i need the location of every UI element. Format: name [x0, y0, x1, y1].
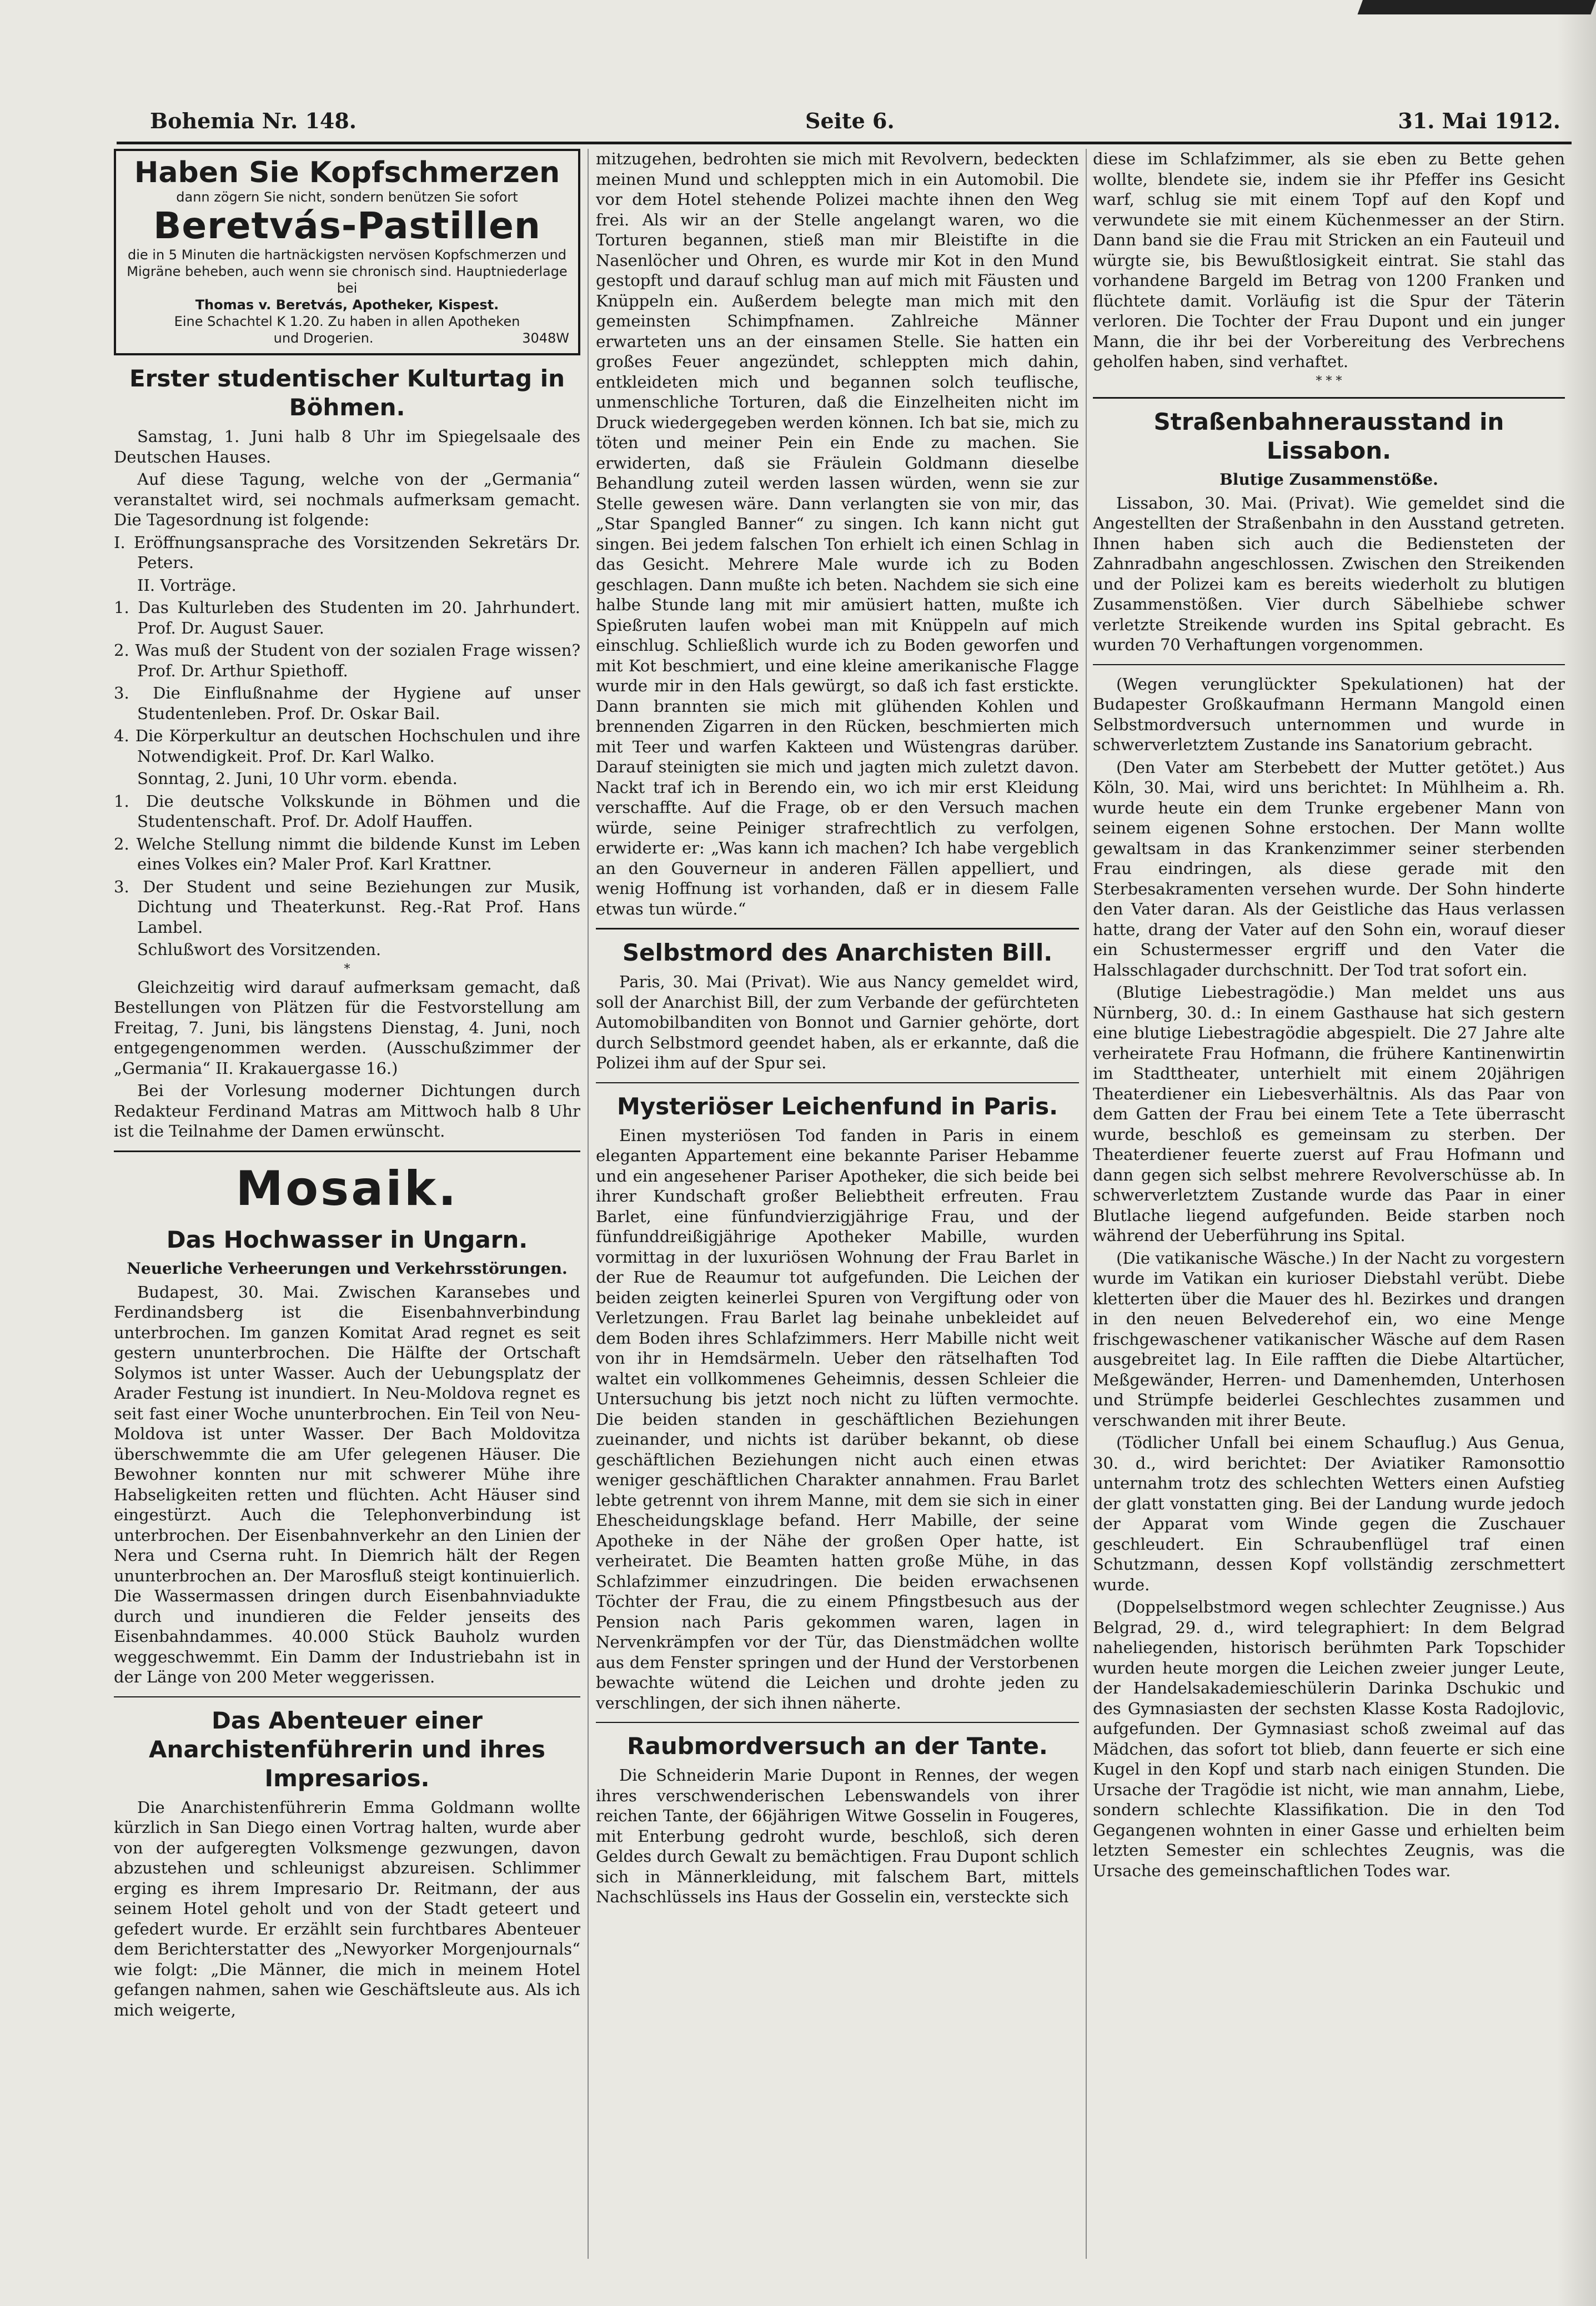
article-subtitle: Neuerliche Verheerungen und Verkehrsstörungen.: [127, 1259, 568, 1278]
list-item: 2. Welche Stellung nimmt die bildende Kunst im Leben eines Volkes ein? Maler Prof. Karl Krattner.: [114, 834, 580, 873]
paragraph: Schlußwort des Vorsitzenden.: [137, 940, 382, 959]
ad-brand: Beretvás-Pastillen: [153, 204, 541, 247]
article-title: Erster studentischer Kulturtag in Böhmen.: [129, 365, 565, 421]
article-title: Das Hochwasser in Ungarn.: [166, 1225, 528, 1253]
section-rule: [1093, 397, 1565, 399]
paragraph: diese im Schlafzimmer, als sie eben zu Bette gehen wollte, blendete sie, indem sie ihr Pfeffer ins Gesicht warf, schlug sie mit einem Topf auf den Kopf und verwundete sie mit einem Küchenmesser an der Stirn. Dann band sie die Frau mit Stricken an ein Fauteuil und würgte sie, bis Bewußtlosigkeit eintrat. Sie stahl das vorhandene Bargeld im Betrag von 1200 Franken und flüchtete damit. Vorläufig ist die Spur der Täterin verloren. Die Tochter der Frau Dupont und ein junger Mann, die ihr bei der Vorbereitung des Verbrechens geholfen haben, sind verhaftet.: [1093, 149, 1565, 371]
list-item: 4. Die Körperkultur an deutschen Hochschulen und ihre Notwendigkeit. Prof. Dr. Karl Walko.: [114, 726, 580, 766]
paragraph: Bei der Vorlesung moderner Dichtungen durch Redakteur Ferdinand Matras am Mittwoch halb 8 Uhr ist die Teilnahme der Damen erwünscht.: [114, 1081, 580, 1141]
separator-stars: * * *: [1316, 374, 1342, 388]
article-title: Raubmordversuch an der Tante.: [627, 1732, 1048, 1760]
paragraph: Die Schneiderin Marie Dupont in Rennes, der wegen ihres verschwenderischen Lebenswandels von ihrer reichen Tante, der 66jährigen Witwe Gosselin in Fougeres, mit Enterbung gedroht wurde, beschloß, sich deren Geldes durch Gewalt zu bemächtigen. Frau Dupont schlich sich in Männerkleidung, mit falschem Bart, mittels Nachschlüssels ins Haus der Gosselin ein, versteckte sich: [596, 1766, 1079, 1906]
page-header: [150, 108, 1560, 142]
ad-line: [125, 330, 569, 346]
header-rule: [117, 142, 1572, 144]
paragraph: Die Anarchistenführerin Emma Goldmann wollte kürzlich in San Diego einen Vortrag halten, wurde aber von der aufgeregten Volksmenge gezwungen, davon abzustehen und schleunigst abzureisen. Schlimmer erging es ihrem Impresario Dr. Reitmann, der aus seinem Hotel geholt und von der Stadt geteert und gefedert wurde. Er erzählt sein furchtbares Abenteuer dem Berichterstatter des „Newyorker Morgenjournals“ wie folgt: „Die Männer, die mich in meinem Hotel gefangen nahmen, sahen wie Geschäftsleute aus. Als ich mich weigerte,: [114, 1797, 580, 2019]
column-3: [1093, 149, 1565, 2281]
article-title: Selbstmord des Anarchisten Bill.: [622, 939, 1053, 966]
ad-line: Thomas v. Beretvás, Apotheker, Kispest.: [195, 297, 499, 313]
column-divider: [588, 149, 589, 2259]
paragraph: (Die vatikanische Wäsche.) In der Nacht zu vorgestern wurde im Vatikan ein kurioser Diebstahl verübt. Diebe kletterten über die Mauer des hl. Bezirkes und drangen in den neuen Belvederehof ein, wo eine Menge frischgewaschener vatikanischer Wäsche auf dem Rasen ausgebreitet lag. In Eile rafften die Diebe Altartücher, Meßgewänder, Herren- und Damenhemden, Unterhosen und Strümpfe beiderlei Geschlechtes zusammen und verschwanden mit ihrer Beute.: [1093, 1248, 1565, 1430]
ad-code: 3048W: [522, 330, 569, 346]
article-title: Straßenbahnerausstand in Lissabon.: [1153, 408, 1504, 464]
ad-line: Eine Schachtel K 1.20. Zu haben in allen Apotheken: [174, 314, 520, 329]
section-rule: [596, 1082, 1079, 1083]
ad-line: die in 5 Minuten die hartnäckigsten nervösen Kopfschmerzen und Migräne beheben, auch wenn sie chronisch sind. Hauptniederlage bei: [127, 247, 568, 296]
list-item: 1. Das Kulturleben des Studenten im 20. Jahrhundert. Prof. Dr. August Sauer.: [114, 598, 580, 637]
list-item: 3. Die Einflußnahme der Hygiene auf unser Studentenleben. Prof. Dr. Oskar Bail.: [114, 684, 580, 723]
paragraph: Gleichzeitig wird darauf aufmerksam gemacht, daß Bestellungen von Plätzen für die Festvorstellung am Freitag, 7. Juni, bis längstens Dienstag, 4. Juni, noch entgegengenommen werden. (Ausschußzimmer der „Germania“ II. Krakauergasse 16.): [114, 977, 580, 1078]
paragraph: (Blutige Liebestragödie.) Man meldet uns aus Nürnberg, 30. d.: In einem Gasthause hat sich gestern eine blutige Liebestragödie abgespielt. Die 27 Jahre alte verheiratete Frau Hofmann, die frühere Kantinenwirtin im Stadttheater, unterhielt mit einem 20jährigen Theaterdiener ein Liebesverhältnis. Als das Paar von dem Gatten der Frau bei einem Tete a Tete überrascht wurde, beschloß es gemeinsam zu sterben. Der Theaterdiener feuerte zuerst auf Frau Hofmann und dann gegen sich selbst mehrere Revolverschüsse ab. In schwerverletztem Zustande wurde das Paar in einer Blutlache liegend aufgefunden. Beide starben noch während der Ueberführung ins Spital.: [1093, 983, 1565, 1245]
column-1: [114, 149, 580, 2281]
paragraph: (Wegen verunglückter Spekulationen) hat der Budapester Großkaufmann Hermann Mangold einen Selbstmordversuch unternommen und wurde in schwerverletztem Zustande ins Sanatorium gebracht.: [1093, 674, 1565, 754]
list-item: II. Vorträge.: [137, 575, 237, 595]
paragraph: Budapest, 30. Mai. Zwischen Karansebes und Ferdinandsberg ist die Eisenbahnverbindung unterbrochen. Im ganzen Komitat Arad regnet es seit gestern ununterbrochen. Die Hälfte der Ortschaft Solymos ist unter Wasser. Auch der Uebungsplatz der Arader Festung ist inundiert. In Neu-Moldova regnet es seit fast einer Woche ununterbrochen. Ein Teil von Neu-Moldova ist unter Wasser. Der Bach Moldovitza überschwemmte die am Ufer gelegenen Häuser. Die Bewohner konnten nur mit schwerer Mühe ihre Habseligkeiten retten und flüchten. Acht Häuser sind eingestürzt. Auch die Telephonverbindung ist unterbrochen. Der Eisenbahnverkehr an den Linien der Nera und Cserna ruht. In Diemrich hält der Regen ununterbrochen an. Der Marosfluß steigt kontinuierlich. Die Wassermassen dringen durch Eisenbahnviadukte durch und inundieren die Felder jenseits des Eisenbahndammes. 40.000 Stück Bauholz wurden weggeschwemmt. Ein Damm der Industriebahn ist in der Länge von 200 Meter weggerissen.: [114, 1282, 580, 1686]
paragraph: (Tödlicher Unfall bei einem Schauflug.) Aus Genua, 30. d., wird berichtet: Der Aviatiker Ramonsottio unternahm trotz des schlechten Wetters einen Aufstieg der glatt vonstatten ging. Bei der Landung wurde jedoch der Apparat vom Winde gegen die Zuschauer geschleudert. Ein Schraubenflügel traf einen Schutzmann, dessen Kopf vollständig zerschmettert wurde.: [1093, 1433, 1565, 1594]
article-title: Mysteriöser Leichenfund in Paris.: [616, 1092, 1058, 1120]
list-item: 3. Der Student und seine Beziehungen zur Musik, Dichtung und Theaterkunst. Reg.-Rat Prof. Hans Lambel.: [114, 877, 580, 937]
paragraph: (Den Vater am Sterbebett der Mutter getötet.) Aus Köln, 30. Mai, wird uns berichtet: In Mühlheim a. Rh. wurde heute ein dem Trunke ergebener Mann von seinem eigenen Sohne erstochen. Der Mann wollte gewaltsam in das Krankenzimmer seiner sterbenden Frau eindringen, als diese gerade mit den Sterbesakramenten versehen wurde. Der Sohn hinderte den Vater daran. Als der Geistliche das Haus verlassen hatte, drang der Vater auf den Sohn ein, worauf dieser ein Schustermesser ergriff und den Vater die Halsschlagader durchschnitt. Der Tod trat sofort ein.: [1093, 757, 1565, 979]
paragraph: Samstag, 1. Juni halb 8 Uhr im Spiegelsaale des Deutschen Hauses.: [114, 427, 580, 466]
section-rule: [596, 1722, 1079, 1723]
column-divider: [1086, 149, 1087, 2259]
paragraph: mitzugehen, bedrohten sie mich mit Revolvern, bedeckten meinen Mund und schleppten mich in ein Automobil. Die vor dem Hotel stehende Polizei machte ihnen den Weg frei. Als wir an der Stelle angelangt waren, wo die Torturen begannen, stieß man mir Bleistifte in die Nasenlöcher und Ohren, es wurde mir Kot in den Mund gestopft und darauf schlug man auf mich mit Fäusten und Knüppeln ein. Außerdem belegte man mich mit den gemeinsten Schimpfnamen. Zahlreiche Männer erwarteten uns an der einsamen Stelle. Sie hatten ein großes Feuer angezündet, schleppten mich dahin, entkleideten mich und begannen solch teuflische, unmenschliche Torturen, daß die Einzelheiten nicht im Druck wiedergegeben werden können. Ich bat sie, mich zu töten und meiner Pein ein Ende zu machen. Sie erwiderten, daß sie Fräulein Goldmann dieselbe Behandlung zuteil werden lassen würden, wenn sie zur Stelle gewesen wäre. Dann verlangten sie von mir, das „Star Spangled Banner“ zu singen. Ich kann nicht gut singen. Bei jedem falschen Ton erhielt ich einen Schlag in das Gesicht. Mehrere Male wurde ich zu Boden geschlagen. Dann mußte ich beten. Nachdem sie sich eine halbe Stunde lang mit mir amüsiert hatten, mußte ich Spießruten laufen wobei man mit Knüppeln auf mich einschlug. Schließlich wurde ich zu Boden geworfen und mit Kot beschmiert, und eine kleine amerikanische Flagge wurde mir in den Hals gewürgt, so daß ich fast erstickte. Dann brannten sie mich mit glühenden Kohlen und brennenden Zigarren in den Rücken, beschmierten mich mit Teer und warfen Kakteen und Wüstengras darüber. Darauf steinigten sie mich und jagten mich zuletzt davon. Nackt traf ich in Berendo ein, wo ich mir erst Kleidung verschaffte. Auf die Frage, ob er den Versuch machen würde, seine Peiniger strafrechtlich zu verfolgen, erwiderte er: „Was kann ich machen? Ich habe vergeblich an den Gouverneur in anderen Fällen appelliert, und wenig Hoffnung ist vorhanden, daß er in diesem Falle etwas tun würde.“: [596, 149, 1079, 918]
list-item: 1. Die deutsche Volkskunde in Böhmen und die Studentenschaft. Prof. Dr. Adolf Hauffen.: [114, 791, 580, 831]
header-date: 31. Mai 1912.: [1398, 108, 1560, 133]
paragraph: (Doppelselbstmord wegen schlechter Zeugnisse.) Aus Belgrad, 29. d., wird telegraphiert: In dem Belgrad naheliegenden, historisch berühmten Park Topschider wurden heute morgen die Leichen zweier junger Leute, der Handelsakademieschülerin Darinka Dschukic und des Gymnasiasten der sechsten Klasse Kosta Radojlovic, aufgefunden. Der Gymnasiast schoß zweimal auf das Mädchen, das sofort tot blieb, dann feuerte er sich eine Kugel in den Kopf und starb nach einigen Stunden. Die Ursache der Tragödie ist nicht, wie man annahm, Liebe, sondern schlechte Klassifikation. Die in den Tod Gegangenen wohnten in einer Gasse und erhielten beim letzten Semester ein schlechtes Zeugnis, was die Ursache des gemeinschaftlichen Todes war.: [1093, 1597, 1565, 1880]
ad-line: dann zögern Sie nicht, sondern benützen Sie sofort: [176, 189, 518, 205]
section-rule: [114, 1696, 580, 1697]
section-rule: [596, 928, 1079, 930]
section-rule: [114, 1151, 580, 1152]
article-subtitle: Blutige Zusammenstöße.: [1219, 470, 1438, 489]
article-title: Das Abenteuer einer Anarchistenführerin und ihres Impresarios.: [149, 1706, 545, 1792]
list-item: I. Eröffnungsansprache des Vorsitzenden Sekretärs Dr. Peters.: [114, 532, 580, 572]
header-page-number: Seite 6.: [805, 108, 895, 133]
separator-star: *: [344, 962, 350, 976]
section-title: Mosaik.: [235, 1160, 459, 1217]
header-issue: Bohemia Nr. 148.: [150, 108, 357, 133]
scan-corner-mark: [1358, 0, 1596, 14]
paragraph: Sonntag, 2. Juni, 10 Uhr vorm. ebenda.: [137, 769, 458, 788]
paragraph: Auf diese Tagung, welche von der „Germania“ veranstaltet wird, sei nochmals aufmerksam gemacht. Die Tagesordnung ist folgende:: [114, 470, 580, 529]
paragraph: Lissabon, 30. Mai. (Privat). Wie gemeldet sind die Angestellten der Straßenbahn in den Ausstand getreten. Ihnen haben sich auch die Bediensteten der Zahnradbahn angeschlossen. Zwischen den Streikenden und der Polizei kam es bereits wiederholt zu blutigen Zusammenstößen. Vier durch Säbelhiebe schwer verletzte Streikende wurden ins Spital gebracht. Es wurden 70 Verhaftungen vorgenommen.: [1093, 493, 1565, 654]
paragraph: Einen mysteriösen Tod fanden in Paris in einem eleganten Appartement eine bekannte Pariser Hebamme und ein angesehener Pariser Apotheker, die sich beide bei ihrer Kundschaft großer Beliebtheit erfreuten. Frau Barlet, eine fünfundvierzigjährige Frau, und der fünfunddreißigjährige Apotheker Mabille, wurden vormittag in der luxuriösen Wohnung der Frau Barlet in der Rue de Reaumur tot aufgefunden. Die Leichen der beiden zeigten keinerlei Spuren von Vergiftung oder von Verletzungen. Frau Barlet lag beinahe unbekleidet auf dem Boden ihres Schlafzimmers. Herr Mabille nicht weit von ihr in Hemdsärmeln. Ueber den rätselhaften Tod waltet ein vollkommenes Geheimnis, dessen Schleier die Untersuchung bis jetzt noch nicht zu lüften vermochte. Die beiden standen in geschäftlichen Beziehungen zueinander, und nichts ist darüber bekannt, ob diese geschäftlichen Beziehungen nicht auch einen etwas weniger geschäftlichen Charakter annahmen. Frau Barlet lebte getrennt von ihrem Manne, mit dem sie sich in einer Ehescheidungsklage befand. Herr Mabille, der seine Apotheke in der Nähe der großen Oper hatte, ist verheiratet. Die Beamten hatten große Mühe, in das Schlafzimmer einzudringen. Die beiden erwachsenen Töchter der Frau, die zu einem Pfingstbesuch aus der Pension nach Paris gekommen waren, lagen in Nervenkrämpfen vor der Tür, das Dienstmädchen wollte aus dem Fenster springen und der Hund der Verstorbenen bewachte wütend die Leichen und drohte jeden zu verschlingen, der sich ihnen näherte.: [596, 1126, 1079, 1712]
column-2: [596, 149, 1079, 2281]
section-rule: [1093, 664, 1565, 665]
ad-line: und Drogerien.: [273, 330, 374, 346]
paragraph: Paris, 30. Mai (Privat). Wie aus Nancy gemeldet wird, soll der Anarchist Bill, der zum Verbande der gefürchteten Automobilbanditen von Bonnot und Garnier gehörte, dort durch Selbstmord geendet haben, als er erkannte, daß die Polizei ihm auf der Spur sei.: [596, 972, 1079, 1072]
advertisement: [114, 149, 580, 355]
list-item: 2. Was muß der Student von der sozialen Frage wissen? Prof. Dr. Arthur Spiethoff.: [114, 641, 580, 680]
ad-title: Haben Sie Kopfschmerzen: [134, 156, 560, 189]
